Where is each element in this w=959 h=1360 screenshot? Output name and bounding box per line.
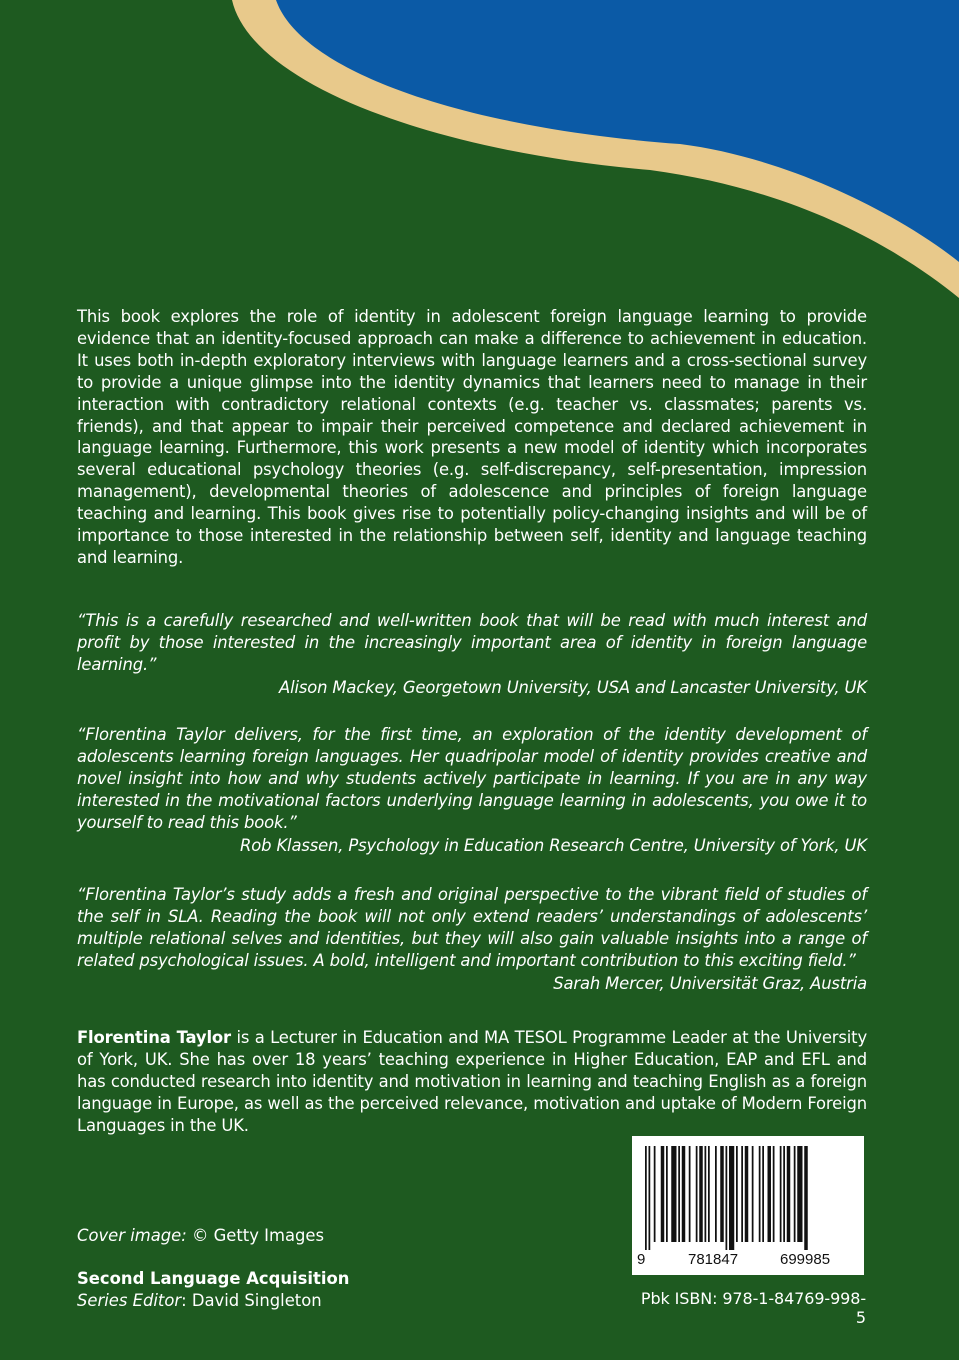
barcode-bar: [678, 1146, 680, 1242]
barcode-bar: [715, 1146, 717, 1242]
barcode-bar: [708, 1146, 710, 1242]
barcode-bar: [773, 1146, 775, 1242]
barcode-bar: [794, 1146, 796, 1242]
cover-credit-label: Cover image:: [77, 1226, 187, 1245]
barcode-bar: [759, 1146, 761, 1242]
barcode-bar: [696, 1146, 698, 1242]
series-info: [77, 1268, 349, 1312]
series-title: Second Language Acquisition: [77, 1269, 350, 1288]
barcode-bar: [768, 1146, 772, 1242]
barcode-bar: [661, 1146, 665, 1242]
barcode-bar: [741, 1146, 743, 1242]
barcode-bar: [705, 1146, 707, 1242]
barcode-bar: [745, 1146, 749, 1242]
author-name: Florentina Taylor: [77, 1028, 231, 1047]
barcode: [632, 1136, 864, 1275]
endorsement-attribution: Sarah Mercer, Universität Graz, Austria: [553, 973, 867, 993]
barcode-bar: [780, 1146, 782, 1242]
barcode-bar: [797, 1146, 802, 1242]
barcode-bars: [645, 1146, 851, 1250]
barcode-bar: [645, 1146, 647, 1250]
barcode-bar: [762, 1146, 764, 1242]
barcode-bar: [666, 1146, 668, 1242]
endorsement-quote: “Florentina Taylor delivers, for the first time, an exploration of the identity development of adolescents learning foreign languages. Her quadripolar model of identity provides creative and novel insight into how and why students actively participate in learning. If you are in any way interested in the motivational factors underlying language learning in adolescents, you owe it to yourself to read this book.”: [77, 725, 867, 832]
barcode-bar: [649, 1146, 651, 1250]
endorsement: [77, 724, 867, 856]
barcode-bar: [654, 1146, 656, 1242]
barcode-bar: [736, 1146, 738, 1242]
barcode-bar: [729, 1146, 734, 1250]
author-bio: [77, 1027, 867, 1137]
endorsement-attribution: Rob Klassen, Psychology in Education Research Centre, University of York, UK: [240, 835, 867, 855]
barcode-bar: [699, 1146, 703, 1242]
barcode-bar: [787, 1146, 791, 1242]
cover-credit: [77, 1226, 324, 1245]
series-editor-label: Series Editor: [77, 1291, 182, 1310]
author-bio-text: is a Lecturer in Education and MA TESOL Programme Leader at the University of York, UK. She has over 18 years’ teaching experience in Higher Education, EAP and EFL and has conducted research into identity and motivation in learning and teaching English as a foreign language in Europe, as well as the perceived relevance, motivation and uptake of Modern Foreign Languages in the UK.: [77, 1028, 867, 1135]
barcode-bar: [682, 1146, 686, 1242]
isbn: Pbk ISBN: 978-1-84769-998-5: [640, 1289, 866, 1327]
series-editor-value: : David Singleton: [181, 1291, 322, 1310]
barcode-digit-first: 9: [637, 1251, 646, 1268]
barcode-bar: [671, 1146, 676, 1242]
endorsement-quote: “This is a carefully researched and well-written book that will be read with much interest and profit by those interested in the increasingly important area of identity in foreign language learning.”: [77, 611, 867, 674]
barcode-bar: [804, 1146, 808, 1250]
decorative-swoosh: [0, 0, 959, 330]
barcode-digits-right: 699985: [780, 1251, 831, 1268]
endorsement-quote: “Florentina Taylor’s study adds a fresh and original perspective to the vibrant field of studies of the self in SLA. Reading the book will not only extend readers’ understandings of adolescents’ multiple relational selves and identities, but they will also gain valuable insights into a range of related psychological issues. A bold, intelligent and important contribution to this exciting field.”: [77, 885, 867, 970]
barcode-bar: [783, 1146, 785, 1242]
barcode-bar: [720, 1146, 724, 1242]
cover-credit-value: © Getty Images: [186, 1226, 325, 1245]
book-description: This book explores the role of identity in adolescent foreign language learning to provide evidence that an identity-focused approach can make a difference to achievement in education. It uses both in-depth exploratory interviews with language learners and a cross-sectional survey to provide a unique glimpse into the identity dynamics that learners need to manage in their interaction with contradictory relational contexts (e.g. teacher vs. classmates; parents vs. friends), and that appear to impair their perceived competence and declared achievement in language learning. Furthermore, this work presents a new model of identity which incorporates several educational psychology theories (e.g. self-discrepancy, self-presentation, impression management), developmental theories of adolescence and principles of foreign language teaching and learning. This book gives rise to potentially policy-changing insights and will be of importance to those interested in the relationship between self, identity and language teaching and learning.: [77, 307, 867, 567]
endorsement-attribution: Alison Mackey, Georgetown University, USA and Lancaster University, UK: [279, 677, 867, 697]
barcode-bar: [689, 1146, 691, 1242]
endorsement: [77, 884, 867, 995]
barcode-bar: [726, 1146, 728, 1250]
barcode-bar: [752, 1146, 754, 1242]
endorsement: [77, 610, 867, 699]
barcode-digits-left: 781847: [688, 1251, 739, 1268]
